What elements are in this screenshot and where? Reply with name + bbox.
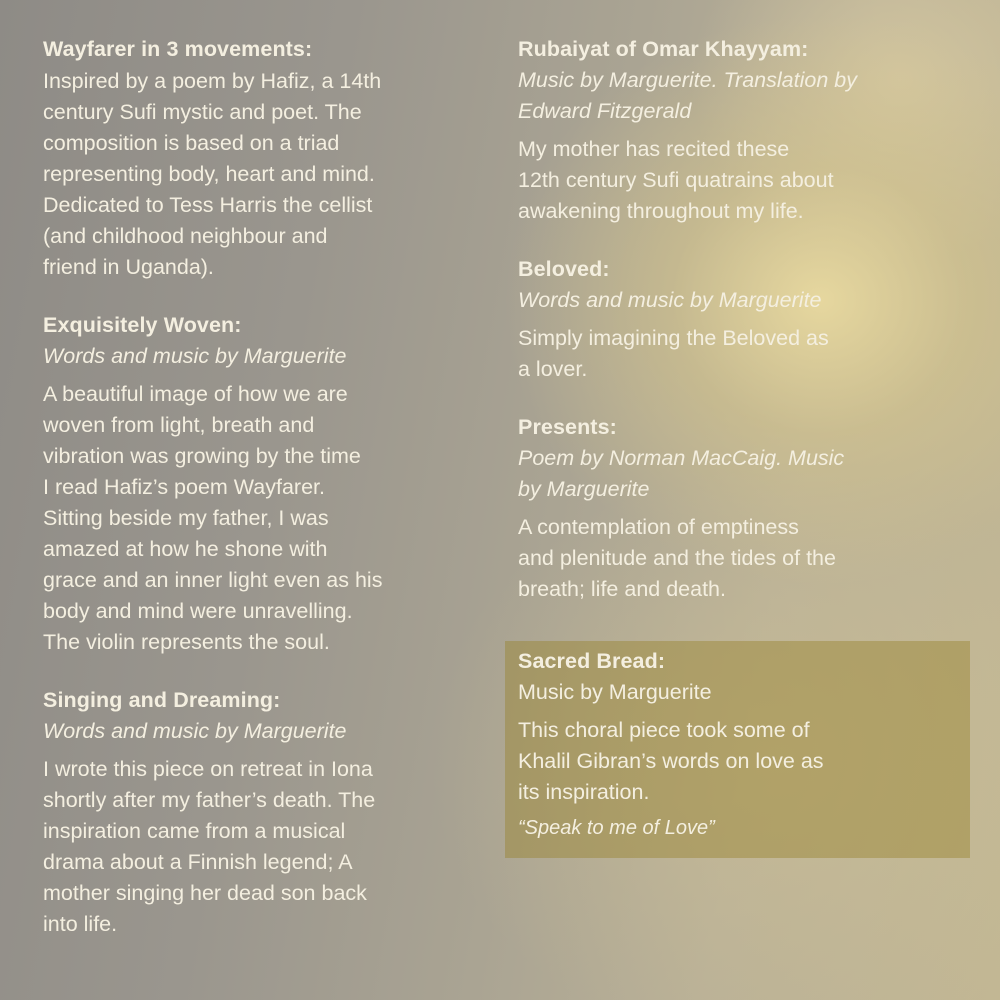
track-description: Inspired by a poem by Hafiz, a 14th century Sufi mystic and poet. The composition is based on a triad representing body, heart and mind. Dedicated to Tess Harris the cellist (and childhood neighbour and friend in Uganda).: [43, 69, 382, 279]
left-column: [43, 34, 483, 967]
track-credit: Poem by Norman MacCaig. Music by Marguerite: [518, 446, 845, 501]
track-note-sacred-bread: [518, 646, 958, 844]
track-title: Rubaiyat of Omar Khayyam:: [518, 37, 809, 61]
track-title: Beloved:: [518, 257, 610, 281]
track-note-wayfarer: [43, 34, 483, 283]
track-title: Presents:: [518, 415, 617, 439]
track-title: Sacred Bread:: [518, 649, 666, 673]
track-credit: Words and music by Marguerite: [518, 288, 822, 312]
right-column: [518, 34, 958, 632]
track-description: A contemplation of emptiness and plenitude and the tides of the breath; life and death.: [518, 515, 836, 601]
track-credit: Music by Marguerite: [518, 680, 712, 704]
track-note-exquisitely-woven: [43, 310, 483, 658]
track-credit: Music by Marguerite. Translation by Edward Fitzgerald: [518, 68, 857, 123]
track-description: I wrote this piece on retreat in Iona shortly after my father’s death. The inspiration came from a musical drama about a Finnish legend; A mother singing her dead son back into life.: [43, 757, 376, 936]
track-credit: Words and music by Marguerite: [43, 344, 347, 368]
track-title: Singing and Dreaming:: [43, 688, 281, 712]
track-title: Exquisitely Woven:: [43, 313, 242, 337]
track-title: Wayfarer in 3 movements:: [43, 37, 313, 61]
track-description: A beautiful image of how we are woven from light, breath and vibration was growing by the time I read Hafiz’s poem Wayfarer. Sitting beside my father, I was amazed at how he shone with grace and an inner light even as his body and mind were unravelling. The violin represents the soul.: [43, 382, 383, 654]
track-note-singing-and-dreaming: [43, 685, 483, 940]
highlighted-track-box: [505, 641, 970, 858]
track-description: This choral piece took some of Khalil Gibran’s words on love as its inspiration.: [518, 718, 824, 804]
track-quote: “Speak to me of Love”: [518, 817, 715, 839]
track-description: My mother has recited these 12th century Sufi quatrains about awakening throughout my life.: [518, 137, 834, 223]
track-description: Simply imagining the Beloved as a lover.: [518, 326, 829, 381]
track-note-rubaiyat: [518, 34, 958, 227]
track-note-beloved: [518, 254, 958, 385]
track-note-presents: [518, 412, 958, 605]
track-credit: Words and music by Marguerite: [43, 719, 347, 743]
